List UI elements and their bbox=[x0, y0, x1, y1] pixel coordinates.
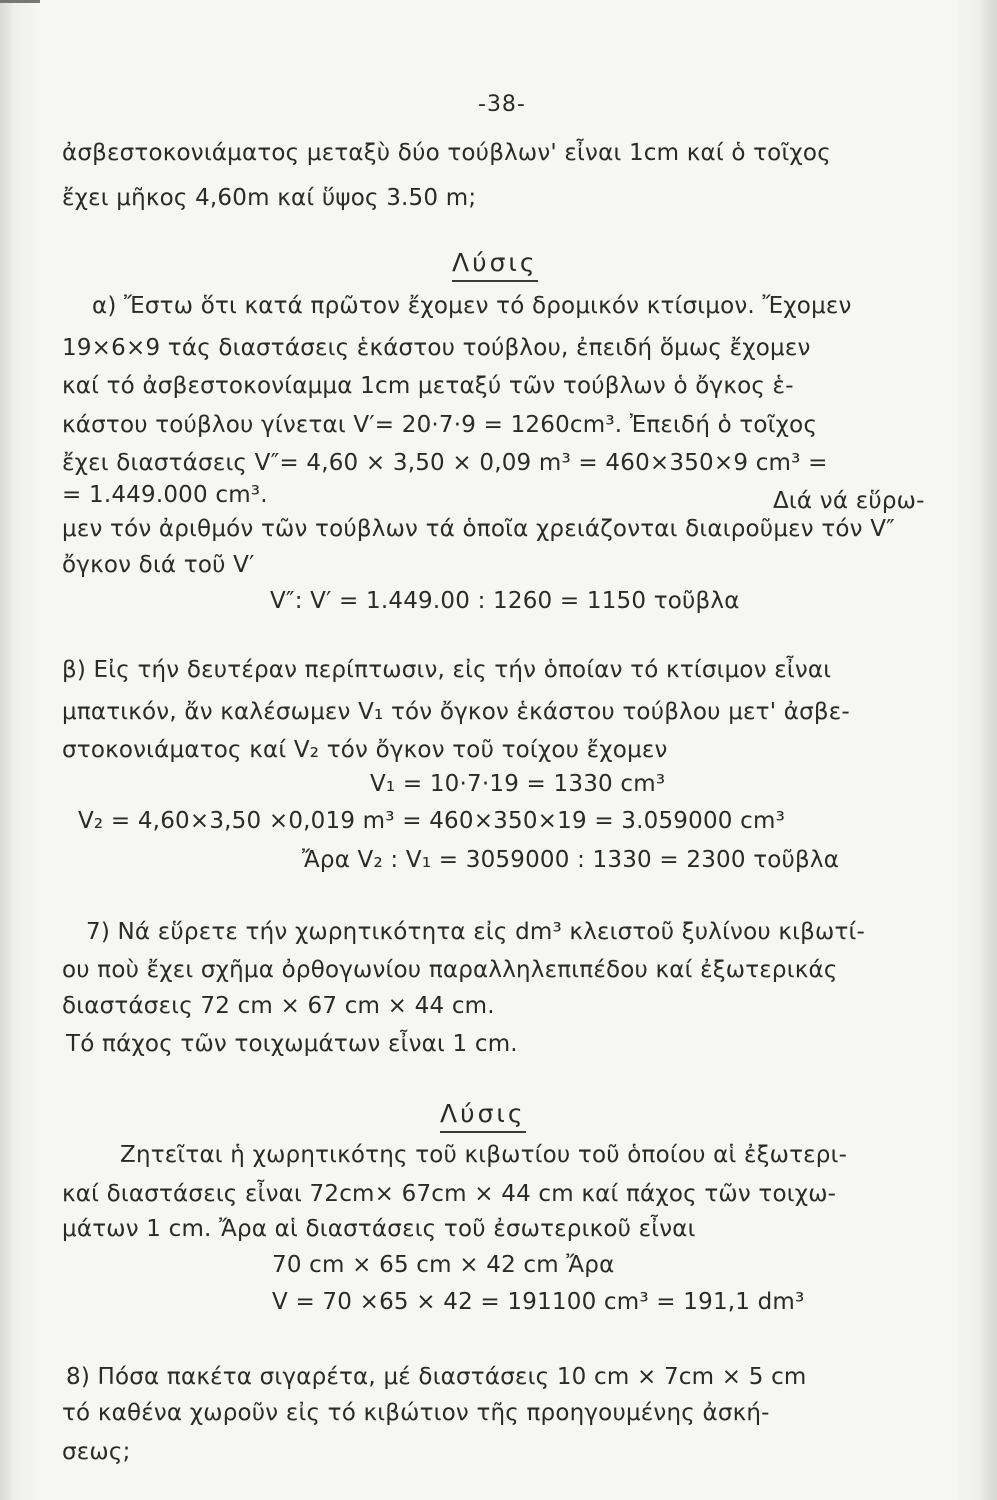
equation-line: Ἄρα V₂ : V₁ = 3059000 : 1330 = 2300 τοῦβλα bbox=[302, 847, 840, 873]
equation-line: V₂ = 4,60×3,50 ×0,019 m³ = 460×350×19 = 3.059000 cm³ bbox=[78, 808, 786, 834]
section-heading-solution: Λύσις bbox=[440, 1099, 526, 1133]
text-line: = 1.449.000 cm³. bbox=[62, 482, 268, 508]
text-line: ὄγκον διά τοῦ V′ bbox=[62, 552, 255, 578]
text-line: στοκονιάματος καί V₂ τόν ὄγκον τοῦ τοίχου ἔχομεν bbox=[62, 737, 668, 763]
text-line: 19×6×9 τάς διαστάσεις ἑκάστου τούβλου, ἐπειδή ὅμως ἔχομεν bbox=[62, 335, 811, 361]
scan-corner-mark bbox=[0, 0, 40, 3]
problem-line: τό καθένα χωροῦν εἰς τό κιβώτιον τῆς προηγουμένης ἀσκή- bbox=[62, 1400, 770, 1426]
binding-shadow bbox=[0, 0, 14, 1500]
problem-line: Τό πάχος τῶν τοιχωμάτων εἶναι 1 cm. bbox=[66, 1031, 518, 1057]
text-line: α) Ἔστω ὅτι κατά πρῶτον ἔχομεν τό δρομικόν κτίσιμον. Ἔχομεν bbox=[92, 293, 852, 319]
problem-line: 8) Πόσα πακέτα σιγαρέτα, μέ διαστάσεις 10 cm × 7cm × 5 cm bbox=[66, 1364, 807, 1390]
text-line: ἔχει διαστάσεις V″= 4,60 × 3,50 × 0,09 m³ = 460×350×9 cm³ = bbox=[62, 450, 828, 476]
problem-line: διαστάσεις 72 cm × 67 cm × 44 cm. bbox=[62, 993, 495, 1019]
problem-line: ου ποὺ ἔχει σχῆμα ὀρθογωνίου παραλληλεπιπέδου καί ἐξωτερικάς bbox=[62, 957, 838, 983]
text-line: κάστου τούβλου γίνεται V′= 20·7·9 = 1260cm³. Ἐπειδή ὁ τοῖχος bbox=[62, 412, 818, 438]
equation-line: 70 cm × 65 cm × 42 cm Ἄρα bbox=[272, 1252, 615, 1278]
section-heading-solution: Λύσις bbox=[452, 248, 538, 282]
text-line: καί τό ἀσβεστοκονίαμμα 1cm μεταξύ τῶν τούβλων ὁ ὄγκος ἑ- bbox=[62, 373, 794, 399]
text-line: ἀσβεστοκονιάματος μεταξὺ δύο τούβλων' εἶναι 1cm καί ὁ τοῖχος bbox=[62, 140, 831, 166]
text-line: β) Εἰς τήν δευτέραν περίπτωσιν, εἰς τήν ὁποίαν τό κτίσιμον εἶναι bbox=[62, 657, 832, 683]
page-number: -38- bbox=[478, 92, 526, 117]
text-line: καί διαστάσεις εἶναι 72cm× 67cm × 44 cm καί πάχος τῶν τοιχω- bbox=[62, 1181, 837, 1207]
equation-line: V″: V′ = 1.449.00 : 1260 = 1150 τοῦβλα bbox=[270, 588, 740, 614]
text-line: μπατικόν, ἄν καλέσωμεν V₁ τόν ὄγκον ἑκάστου τούβλου μετ' ἀσβε- bbox=[62, 699, 850, 725]
problem-line: 7) Νά εὕρετε τήν χωρητικότητα εἰς dm³ κλειστοῦ ξυλίνου κιβωτί- bbox=[86, 919, 865, 945]
text-line: Ζητεῖται ἡ χωρητικότης τοῦ κιβωτίου τοῦ ὁποίου αἱ ἐξωτερι- bbox=[120, 1142, 848, 1168]
page-edge-shadow bbox=[979, 0, 997, 1500]
text-line: μάτων 1 cm. Ἄρα αἱ διαστάσεις τοῦ ἐσωτερικοῦ εἶναι bbox=[62, 1216, 696, 1242]
equation-line: V₁ = 10·7·19 = 1330 cm³ bbox=[370, 771, 666, 797]
equation-line: V = 70 ×65 × 42 = 191100 cm³ = 191,1 dm³ bbox=[272, 1289, 805, 1315]
text-line: ἔχει μῆκος 4,60m καί ὕψος 3.50 m; bbox=[62, 185, 477, 211]
problem-line: σεως; bbox=[62, 1439, 131, 1465]
text-line: μεν τόν ἀριθμόν τῶν τούβλων τά ὁποῖα χρειάζονται διαιροῦμεν τόν V″ bbox=[62, 516, 895, 542]
text-line: Διά νά εὕρω- bbox=[773, 488, 925, 514]
